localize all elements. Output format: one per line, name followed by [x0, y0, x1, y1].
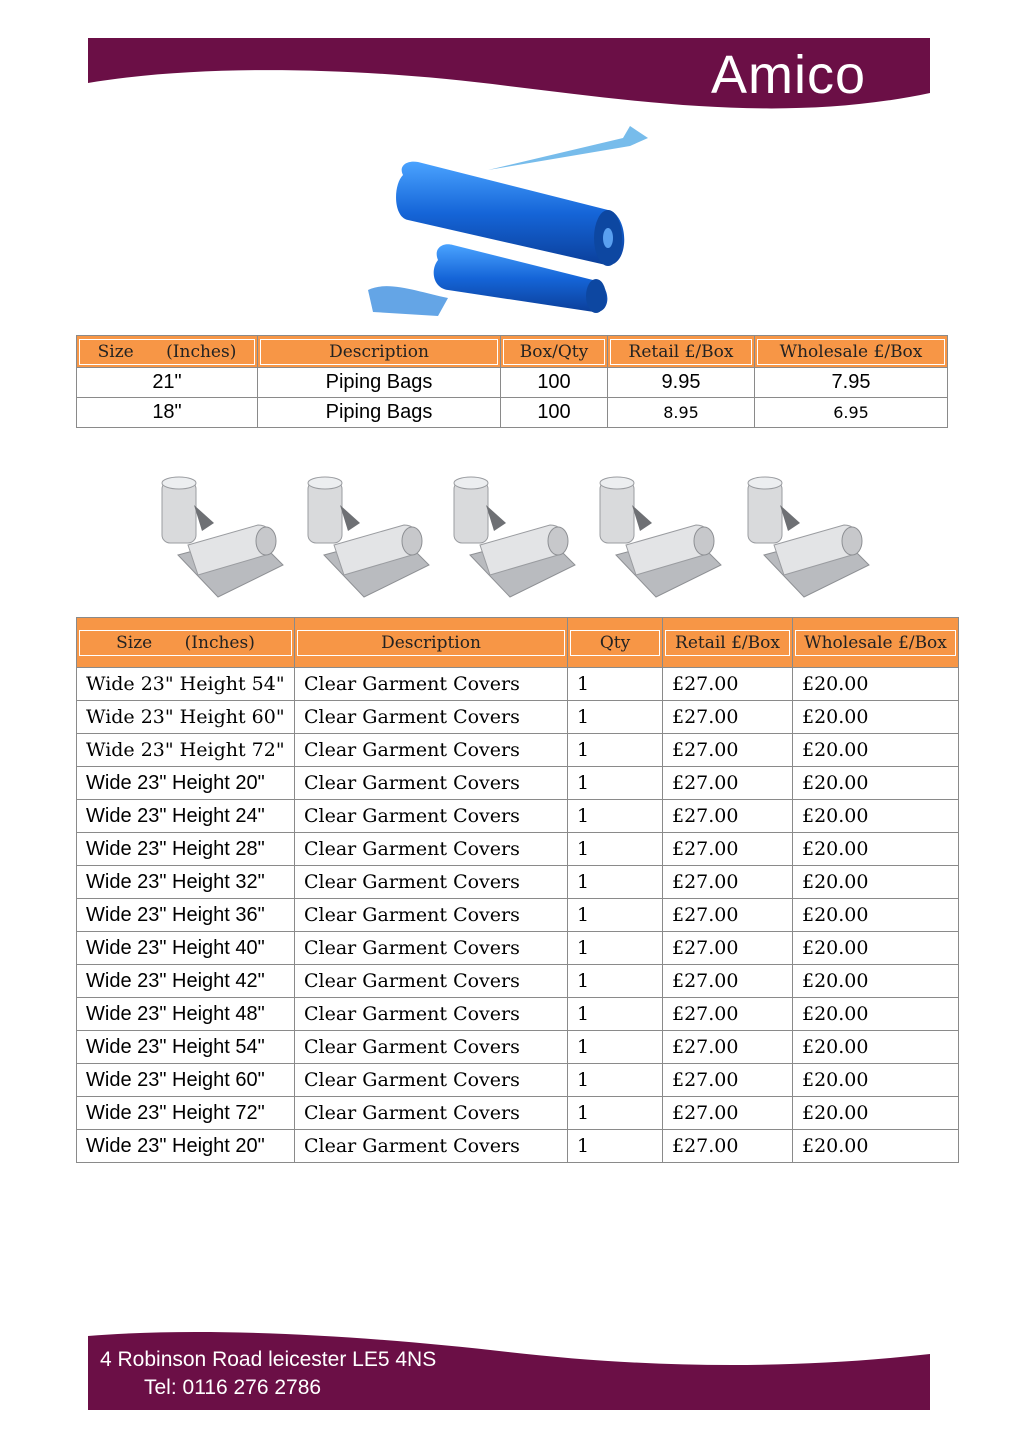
col-header-retail: Retail £/Box: [608, 336, 755, 368]
table-header-row: [77, 336, 948, 368]
cell-retail: £27.00: [663, 932, 793, 965]
cell-retail: £27.00: [663, 1097, 793, 1130]
cell-retail: £27.00: [663, 767, 793, 800]
garment-cover-roll-icon: [304, 475, 432, 599]
cell-qty: 1: [568, 1097, 663, 1130]
col-header-description: Description: [258, 336, 501, 368]
cell-wholesale: £20.00: [793, 734, 959, 767]
col-header-wholesale: Wholesale £/Box: [793, 618, 959, 668]
cell-qty: 1: [568, 1130, 663, 1163]
footer-banner: [88, 1330, 930, 1410]
col-header-box-qty: Box/Qty: [501, 336, 608, 368]
cell-wholesale: £20.00: [793, 899, 959, 932]
cell-size: Wide 23" Height 20": [77, 1130, 295, 1163]
cell-size: Wide 23" Height 54": [77, 668, 295, 701]
cell-qty: 1: [568, 965, 663, 998]
cell-wholesale: £20.00: [793, 1097, 959, 1130]
cell-size: Wide 23" Height 60": [77, 701, 295, 734]
cell-size: 21": [77, 368, 258, 398]
col-header-qty: Qty: [568, 618, 663, 668]
cell-description: Clear Garment Covers: [295, 701, 568, 734]
cell-retail: £27.00: [663, 1064, 793, 1097]
cell-qty: 1: [568, 1064, 663, 1097]
cell-qty: 1: [568, 701, 663, 734]
table-row: [77, 1097, 959, 1130]
table-row: [77, 767, 959, 800]
cell-qty: 1: [568, 668, 663, 701]
cell-qty: 1: [568, 800, 663, 833]
cell-description: Piping Bags: [258, 368, 501, 398]
table-row: [77, 668, 959, 701]
cell-description: Clear Garment Covers: [295, 1097, 568, 1130]
cell-wholesale: £20.00: [793, 866, 959, 899]
cell-wholesale: £20.00: [793, 1130, 959, 1163]
cell-size: Wide 23" Height 28": [77, 833, 295, 866]
cell-size: Wide 23" Height 32": [77, 866, 295, 899]
cell-description: Piping Bags: [258, 398, 501, 428]
cell-description: Clear Garment Covers: [295, 800, 568, 833]
table-row: [77, 866, 959, 899]
cell-size: Wide 23" Height 20": [77, 767, 295, 800]
cell-qty: 100: [501, 398, 608, 428]
cell-qty: 1: [568, 734, 663, 767]
piping-bags-image: [368, 120, 658, 316]
footer-address: 4 Robinson Road leicester LE5 4NS: [100, 1348, 437, 1371]
cell-retail: £27.00: [663, 668, 793, 701]
cell-qty: 1: [568, 1031, 663, 1064]
cell-qty: 1: [568, 767, 663, 800]
cell-size: Wide 23" Height 40": [77, 932, 295, 965]
cell-retail: £27.00: [663, 998, 793, 1031]
cell-qty: 1: [568, 899, 663, 932]
cell-size: Wide 23" Height 36": [77, 899, 295, 932]
cell-qty: 1: [568, 833, 663, 866]
cell-wholesale: £20.00: [793, 668, 959, 701]
garment-covers-images: [158, 475, 878, 605]
cell-qty: 1: [568, 932, 663, 965]
piping-bags-table: [76, 335, 948, 428]
table-row: [77, 398, 948, 428]
cell-retail: £27.00: [663, 734, 793, 767]
table-row: [77, 932, 959, 965]
header-banner: [88, 38, 930, 118]
cell-wholesale: £20.00: [793, 800, 959, 833]
table-row: [77, 965, 959, 998]
cell-description: Clear Garment Covers: [295, 1064, 568, 1097]
cell-size: Wide 23" Height 48": [77, 998, 295, 1031]
brand-logo-text: Amico: [710, 45, 866, 105]
cell-size: 18": [77, 398, 258, 428]
table-row: [77, 734, 959, 767]
cell-retail: £27.00: [663, 800, 793, 833]
table-header-row: [77, 618, 959, 668]
cell-description: Clear Garment Covers: [295, 899, 568, 932]
cell-description: Clear Garment Covers: [295, 965, 568, 998]
cell-size: Wide 23" Height 54": [77, 1031, 295, 1064]
table-row: [77, 368, 948, 398]
cell-wholesale: 6.95: [755, 398, 948, 428]
table-row: [77, 701, 959, 734]
table-row: [77, 1130, 959, 1163]
cell-qty: 100: [501, 368, 608, 398]
cell-retail: £27.00: [663, 701, 793, 734]
col-header-size: Size (Inches): [77, 618, 295, 668]
cell-size: Wide 23" Height 72": [77, 734, 295, 767]
cell-retail: 9.95: [608, 368, 755, 398]
cell-retail: £27.00: [663, 833, 793, 866]
table-row: [77, 899, 959, 932]
garment-cover-roll-icon: [744, 475, 872, 599]
cell-retail: £27.00: [663, 899, 793, 932]
cell-qty: 1: [568, 866, 663, 899]
cell-size: Wide 23" Height 24": [77, 800, 295, 833]
cell-retail: £27.00: [663, 965, 793, 998]
cell-wholesale: £20.00: [793, 701, 959, 734]
garment-cover-roll-icon: [596, 475, 724, 599]
cell-wholesale: £20.00: [793, 965, 959, 998]
cell-size: Wide 23" Height 60": [77, 1064, 295, 1097]
cell-qty: 1: [568, 998, 663, 1031]
cell-description: Clear Garment Covers: [295, 1130, 568, 1163]
table-row: [77, 800, 959, 833]
cell-retail: £27.00: [663, 1031, 793, 1064]
cell-description: Clear Garment Covers: [295, 767, 568, 800]
garment-covers-table: [76, 617, 959, 1163]
cell-wholesale: 7.95: [755, 368, 948, 398]
cell-size: Wide 23" Height 42": [77, 965, 295, 998]
cell-wholesale: £20.00: [793, 767, 959, 800]
footer-phone: Tel: 0116 276 2786: [144, 1376, 322, 1399]
garment-cover-roll-icon: [158, 475, 286, 599]
cell-description: Clear Garment Covers: [295, 932, 568, 965]
cell-wholesale: £20.00: [793, 833, 959, 866]
cell-description: Clear Garment Covers: [295, 668, 568, 701]
cell-size: Wide 23" Height 72": [77, 1097, 295, 1130]
table-row: [77, 1064, 959, 1097]
cell-retail: £27.00: [663, 866, 793, 899]
table-row: [77, 998, 959, 1031]
cell-retail: 8.95: [608, 398, 755, 428]
cell-wholesale: £20.00: [793, 1031, 959, 1064]
cell-description: Clear Garment Covers: [295, 998, 568, 1031]
cell-description: Clear Garment Covers: [295, 866, 568, 899]
cell-retail: £27.00: [663, 1130, 793, 1163]
cell-wholesale: £20.00: [793, 998, 959, 1031]
col-header-size: Size (Inches): [77, 336, 258, 368]
table-row: [77, 1031, 959, 1064]
garment-cover-roll-icon: [450, 475, 578, 599]
cell-description: Clear Garment Covers: [295, 734, 568, 767]
table-row: [77, 833, 959, 866]
col-header-wholesale: Wholesale £/Box: [755, 336, 948, 368]
cell-description: Clear Garment Covers: [295, 1031, 568, 1064]
cell-wholesale: £20.00: [793, 932, 959, 965]
cell-description: Clear Garment Covers: [295, 833, 568, 866]
col-header-description: Description: [295, 618, 568, 668]
col-header-retail: Retail £/Box: [663, 618, 793, 668]
cell-wholesale: £20.00: [793, 1064, 959, 1097]
